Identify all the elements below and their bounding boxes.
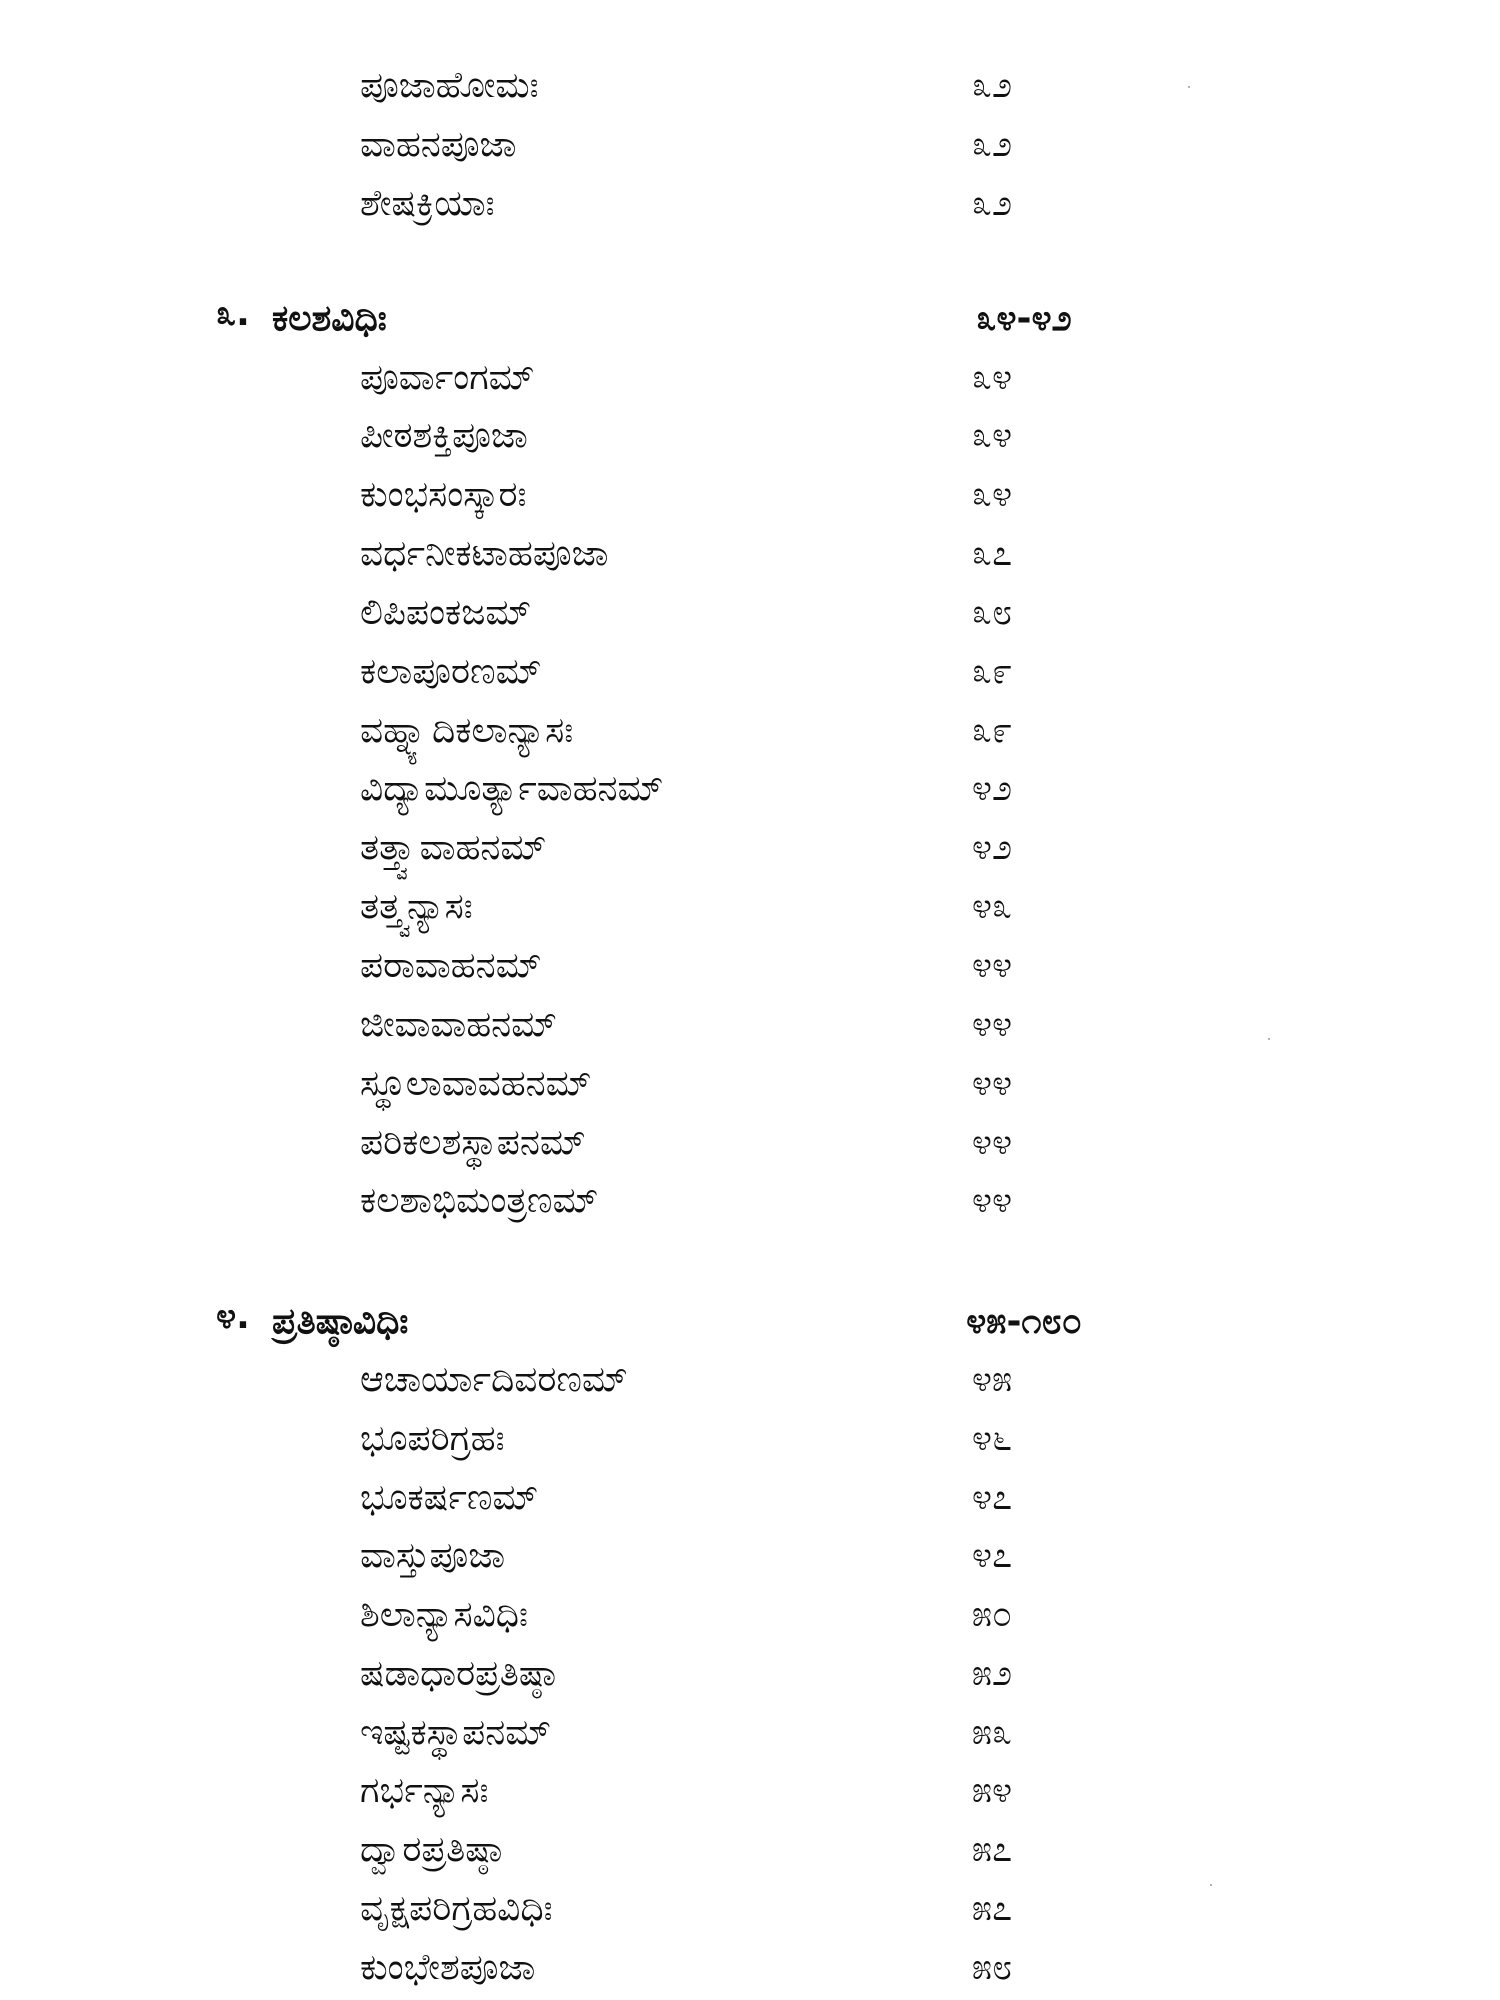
section-page-range: ೩೪-೪೨ <box>976 298 1072 339</box>
entry-title: ಶಿಲಾನ್ಯಾಸವಿಧಿಃ <box>360 1594 529 1635</box>
entry-title: ಕಲಾಪೂರಣಮ್ <box>360 651 542 692</box>
entry-page-number: ೫೭ <box>971 1888 1013 1929</box>
entry-title: ಗರ್ಭನ್ಯಾಸಃ <box>360 1770 489 1811</box>
entry-title: ಕುಂಭಸಂಸ್ಕಾರಃ <box>360 474 527 515</box>
scan-speck <box>1188 86 1190 88</box>
contents-entry <box>360 410 1360 462</box>
entry-page-number: ೫೭ <box>971 1829 1013 1870</box>
entry-page-number: ೩೯ <box>971 651 1013 692</box>
contents-entry <box>360 60 1360 112</box>
entry-page-number: ೪೬ <box>971 1418 1013 1459</box>
contents-entry <box>360 1883 1360 1935</box>
entry-title: ವಹ್ನ್ಯಾದಿಕಲಾನ್ಯಾಸಃ <box>360 710 574 751</box>
entry-page-number: ೪೨ <box>971 827 1013 868</box>
entry-title: ವಾಹನಪೂಜಾ <box>360 124 517 165</box>
contents-entry <box>360 1354 1360 1406</box>
entry-page-number: ೩೨ <box>971 65 1013 106</box>
contents-entry <box>360 1707 1360 1759</box>
entry-title: ಭೂಪರಿಗ್ರಹಃ <box>360 1418 505 1459</box>
contents-entry <box>360 587 1360 639</box>
entry-page-number: ೩೨ <box>971 124 1013 165</box>
entry-title: ಷಡಾಧಾರಪ್ರತಿಷ್ಠಾ <box>360 1653 557 1694</box>
entry-page-number: ೫೦ <box>971 1594 1013 1635</box>
entry-page-number: ೩೪ <box>971 474 1013 515</box>
entry-page-number: ೩೨ <box>971 183 1013 224</box>
contents-entry <box>360 822 1360 874</box>
entry-page-number: ೩೯ <box>971 710 1013 751</box>
contents-entry <box>360 1648 1360 1700</box>
entry-title: ಶೇಷಕ್ರಿಯಾಃ <box>360 183 495 224</box>
entry-page-number: ೪೩ <box>971 886 1013 927</box>
entry-title: ಪೂಜಾಹೋಮಃ <box>360 65 539 106</box>
contents-entry <box>360 940 1360 992</box>
contents-entry <box>360 999 1360 1051</box>
entry-title: ಇಷ್ಟಕಸ್ಥಾಪನಮ್ <box>360 1712 552 1753</box>
entry-title: ಪೀಠಶಕ್ತಿಪೂಜಾ <box>360 415 528 456</box>
contents-entry <box>360 763 1360 815</box>
entry-title: ದ್ವಾರಪ್ರತಿಷ್ಠಾ <box>360 1829 503 1870</box>
entry-title: ವಾಸ್ತುಪೂಜಾ <box>360 1535 506 1576</box>
entry-title: ಪರಿಕಲಶಸ್ಥಾಪನಮ್ <box>360 1122 586 1163</box>
entry-page-number: ೫೪ <box>971 1770 1013 1811</box>
entry-title: ಕುಂಭೇಶಪೂಜಾ <box>360 1947 536 1988</box>
entry-page-number: ೩೮ <box>971 592 1013 633</box>
entry-title: ವೃಕ್ಷಪರಿಗ್ರಹವಿಧಿಃ <box>360 1888 553 1929</box>
contents-entry <box>360 352 1360 404</box>
entry-page-number: ೪೪ <box>971 1063 1013 1104</box>
entry-page-number: ೪೪ <box>971 1180 1013 1221</box>
entry-title: ತತ್ತ್ವಾವಾಹನಮ್ <box>360 827 547 868</box>
contents-entry <box>360 705 1360 757</box>
entry-title: ವರ್ಧನೀಕಟಾಹಪೂಜಾ <box>360 533 609 574</box>
entry-page-number: ೫೨ <box>971 1653 1013 1694</box>
contents-entry <box>360 1058 1360 1110</box>
contents-entry <box>360 646 1360 698</box>
entry-title: ಸ್ಥೂಲಾವಾವಹನಮ್ <box>360 1063 592 1104</box>
contents-entry <box>360 1942 1360 1994</box>
contents-entry <box>360 1472 1360 1524</box>
entry-page-number: ೪೭ <box>971 1535 1013 1576</box>
section-number: ೩. <box>216 293 250 334</box>
scan-speck <box>1210 1884 1212 1886</box>
contents-entry <box>360 528 1360 580</box>
contents-entry <box>360 1175 1360 1227</box>
contents-entry <box>360 119 1360 171</box>
entry-title: ಲಿಪಿಪಂಕಜಮ್ <box>360 592 532 633</box>
scan-speck <box>1268 1038 1270 1040</box>
entry-title: ಭೂಕರ್ಷಣಮ್ <box>360 1477 539 1518</box>
entry-title: ಕಲಶಾಭಿಮಂತ್ರಣಮ್ <box>360 1180 599 1221</box>
entry-page-number: ೪೨ <box>971 768 1013 809</box>
contents-entry <box>360 178 1360 230</box>
entry-page-number: ೪೪ <box>971 945 1013 986</box>
entry-title: ಆಚಾರ್ಯಾದಿವರಣಮ್ <box>360 1359 628 1400</box>
section-title: ಕಲಶವಿಧಿಃ <box>272 298 387 339</box>
section-page-range: ೪೫-೧೮೦ <box>966 1301 1082 1342</box>
entry-page-number: ೪೭ <box>971 1477 1013 1518</box>
contents-entry <box>360 1589 1360 1641</box>
entry-title: ಪರಾವಾಹನಮ್ <box>360 945 542 986</box>
entry-page-number: ೪೫ <box>971 1359 1013 1400</box>
section-heading <box>216 293 1366 345</box>
section-title: ಪ್ರತಿಷ್ಠಾವಿಧಿಃ <box>272 1301 409 1342</box>
contents-entry <box>360 1765 1360 1817</box>
contents-entry <box>360 1824 1360 1876</box>
contents-entry <box>360 1117 1360 1169</box>
contents-entry <box>360 881 1360 933</box>
entry-page-number: ೩೭ <box>971 533 1013 574</box>
entry-page-number: ೫೮ <box>971 1947 1013 1988</box>
section-heading <box>216 1296 1366 1348</box>
entry-title: ಪೂರ್ವಾಂಗಮ್ <box>360 357 535 398</box>
entry-page-number: ೪೪ <box>971 1122 1013 1163</box>
entry-page-number: ೩೪ <box>971 357 1013 398</box>
contents-entry <box>360 1413 1360 1465</box>
contents-entry <box>360 1530 1360 1582</box>
entry-title: ತತ್ತ್ವನ್ಯಾಸಃ <box>360 886 473 927</box>
section-number: ೪. <box>216 1296 250 1337</box>
entry-page-number: ೩೪ <box>971 415 1013 456</box>
entry-title: ವಿದ್ಯಾಮೂರ್ತ್ಯಾವಾಹನಮ್ <box>360 768 664 809</box>
entry-page-number: ೫೩ <box>971 1712 1013 1753</box>
entry-title: ಜೀವಾವಾಹನಮ್ <box>360 1004 558 1045</box>
contents-entry <box>360 469 1360 521</box>
entry-page-number: ೪೪ <box>971 1004 1013 1045</box>
